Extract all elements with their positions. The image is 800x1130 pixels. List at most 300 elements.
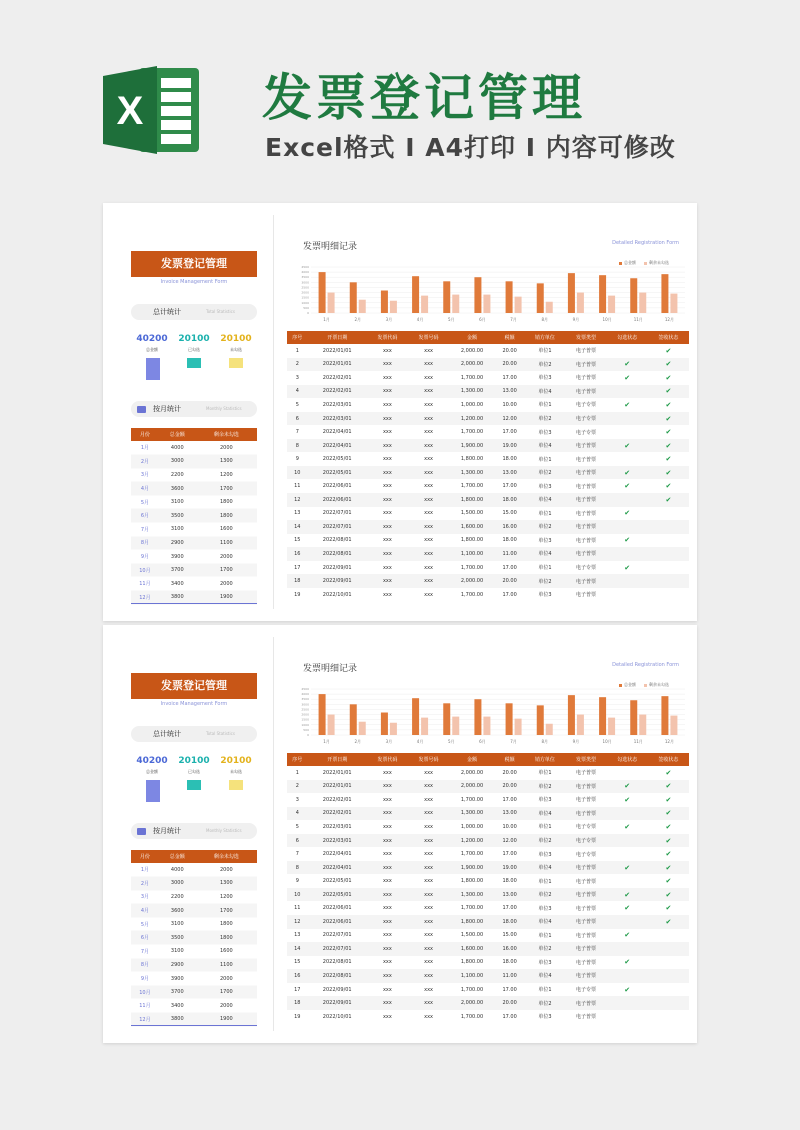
check-icon — [648, 983, 689, 997]
bar-remaining — [421, 296, 428, 313]
detail-cell: 1,700.00 — [460, 591, 484, 598]
detail-table-row — [287, 820, 689, 834]
detail-cell: 12 — [287, 915, 308, 929]
detail-table-row — [287, 358, 689, 372]
x-tick-label: 12月 — [664, 317, 674, 322]
detail-cell: xxx — [424, 1013, 433, 1020]
check-icon: ✔ — [648, 466, 689, 480]
detail-cell: 17.00 — [502, 429, 517, 436]
check-icon — [607, 452, 648, 466]
detail-cell: 2022/02/01 — [308, 385, 367, 399]
excel-logo-icon — [103, 62, 203, 158]
x-tick-label: 11月 — [633, 317, 643, 322]
check-icon: ✔ — [665, 428, 672, 437]
check-icon: ✔ — [665, 768, 672, 777]
monthly-table-row — [131, 441, 257, 455]
detail-cell: 电子普票 — [565, 574, 606, 588]
monthly-cell: 1700 — [196, 482, 257, 496]
detail-table-row — [287, 834, 689, 848]
detail-cell: xxx — [424, 851, 433, 858]
detail-cell: 电子普票 — [576, 537, 597, 544]
detail-table-row — [287, 807, 689, 821]
page-title: 发票登记管理 — [262, 69, 586, 127]
bar-total — [537, 705, 544, 735]
monthly-cell: 9月 — [131, 550, 159, 564]
detail-cell: 单位3 — [538, 483, 552, 490]
detail-cell: xxx — [367, 385, 408, 399]
bar-remaining — [328, 293, 335, 313]
detail-cell: 6 — [287, 834, 308, 848]
check-icon: ✔ — [648, 439, 689, 453]
detail-header-cell: 税额 — [495, 331, 524, 344]
bar-remaining — [515, 297, 522, 313]
y-tick-label: 1000 — [301, 300, 309, 305]
detail-cell: xxx — [382, 796, 392, 803]
check-icon: ✔ — [648, 385, 689, 399]
check-icon: ✔ — [624, 958, 631, 967]
monthly-cell: 6月 — [131, 931, 159, 945]
check-icon — [648, 1010, 689, 1024]
detail-header-cell: 签收状态 — [648, 753, 689, 766]
detail-table-row — [287, 547, 689, 561]
detail-cell: 2022/02/01 — [322, 374, 352, 381]
check-icon — [607, 574, 648, 588]
y-tick-label: 1500 — [301, 295, 309, 300]
stat-bar-total — [146, 780, 160, 802]
check-icon: ✔ — [648, 412, 689, 426]
monthly-cell: 2000 — [196, 441, 257, 455]
monthly-cell: 3400 — [159, 577, 196, 591]
detail-cell: 1,100.00 — [449, 547, 495, 561]
monthly-table-row — [131, 523, 257, 537]
monthly-cell: 1300 — [196, 455, 257, 469]
detail-cell: 电子专票 — [576, 824, 597, 831]
monthly-table-row — [131, 536, 257, 550]
check-icon — [648, 574, 689, 588]
monthly-cell: 12月 — [131, 591, 159, 605]
detail-cell: xxx — [408, 385, 449, 399]
detail-table-row — [287, 574, 689, 588]
check-icon: ✔ — [607, 780, 648, 794]
detail-cell: 电子普票 — [576, 1014, 597, 1021]
detail-cell: xxx — [408, 412, 449, 426]
monthly-table-row — [131, 945, 257, 959]
detail-cell: 9 — [295, 878, 299, 885]
detail-cell: 11.00 — [495, 547, 524, 561]
x-tick-label: 9月 — [572, 739, 580, 744]
detail-cell: xxx — [424, 510, 433, 517]
y-tick-label: 2500 — [301, 707, 309, 712]
detail-cell: 单位2 — [524, 466, 565, 480]
check-icon — [648, 520, 689, 534]
detail-table-row — [287, 425, 689, 439]
detail-cell: xxx — [408, 439, 449, 453]
detail-cell: xxx — [367, 996, 408, 1010]
detail-cell: 2022/08/01 — [322, 537, 352, 544]
monthly-table-row — [131, 577, 257, 591]
monthly-table-row — [131, 482, 257, 496]
detail-cell: xxx — [382, 401, 392, 408]
detail-cell: 1,500.00 — [460, 510, 484, 517]
detail-cell: 2022/10/01 — [322, 1013, 352, 1020]
x-tick-label: 6月 — [479, 739, 486, 744]
sheet-page-1 — [103, 203, 697, 621]
monthly-cell: 2000 — [196, 972, 257, 986]
x-tick-label: 2月 — [354, 739, 362, 744]
check-icon — [648, 547, 689, 561]
monthly-cell: 1300 — [196, 877, 257, 891]
detail-header-cell: 发票类型 — [565, 753, 606, 766]
detail-cell: xxx — [424, 796, 433, 803]
detail-cell: xxx — [367, 547, 408, 561]
stat-bar-total — [146, 358, 160, 380]
check-icon — [607, 547, 648, 561]
monthly-cell: 3500 — [159, 509, 196, 523]
detail-cell: 单位4 — [524, 493, 565, 507]
monthly-cell: 3月 — [131, 890, 159, 904]
check-icon — [648, 507, 689, 521]
detail-cell: 2,000.00 — [460, 769, 484, 776]
monthly-table-row — [131, 468, 257, 482]
detail-cell: 2022/07/01 — [308, 942, 367, 956]
detail-table — [287, 753, 689, 1023]
detail-cell: 20.00 — [495, 358, 524, 372]
check-icon: ✔ — [665, 877, 672, 886]
monthly-table-row — [131, 972, 257, 986]
detail-cell: 单位4 — [524, 915, 565, 929]
monthly-statistics-label-en: Monthly Statistics — [206, 828, 242, 833]
y-tick-label: 1000 — [301, 722, 309, 727]
detail-cell: 单位3 — [538, 959, 552, 966]
detail-cell: 17.00 — [502, 564, 517, 571]
detail-cell: 电子普票 — [565, 888, 606, 902]
detail-cell: xxx — [424, 564, 433, 571]
y-tick-label: 2000 — [301, 712, 309, 717]
detail-table-row — [287, 452, 689, 466]
bar-total — [630, 700, 637, 735]
detail-cell: 2 — [287, 358, 308, 372]
monthly-cell: 2000 — [196, 863, 257, 877]
x-tick-label: 1月 — [323, 317, 330, 322]
check-icon: ✔ — [624, 482, 631, 491]
detail-cell: 电子普票 — [565, 547, 606, 561]
detail-cell: 1,300.00 — [449, 466, 495, 480]
detail-cell: xxx — [382, 769, 392, 776]
monthly-cell: 1600 — [196, 945, 257, 959]
detail-cell: 13 — [294, 510, 301, 517]
bar-remaining — [452, 295, 459, 313]
bar-remaining — [421, 718, 428, 735]
detail-cell: 1,800.00 — [460, 878, 484, 885]
detail-table-row — [287, 888, 689, 902]
detail-cell: xxx — [382, 456, 392, 463]
management-subtitle: Invoice Management Form — [160, 701, 228, 707]
detail-cell: 电子专票 — [565, 412, 606, 426]
bar-remaining — [608, 296, 615, 313]
bar-total — [474, 699, 481, 735]
detail-cell: xxx — [382, 823, 392, 830]
detail-cell: 13.00 — [495, 385, 524, 399]
stat-checked: 20100 已勾选 — [178, 334, 210, 352]
monthly-cell: 3600 — [159, 482, 196, 496]
detail-cell: 17.00 — [502, 986, 517, 993]
detail-cell: 电子专票 — [576, 987, 597, 994]
detail-cell: 18.00 — [502, 878, 517, 885]
bar-chart — [297, 685, 689, 745]
detail-table-row — [287, 466, 689, 480]
detail-cell: xxx — [367, 439, 408, 453]
y-tick-label: 3500 — [301, 697, 309, 702]
monthly-cell: 4月 — [131, 482, 159, 496]
detail-cell: xxx — [424, 769, 433, 776]
detail-cell: 电子普票 — [576, 770, 597, 777]
check-icon — [607, 385, 648, 399]
monthly-table-row — [131, 455, 257, 469]
check-icon — [648, 929, 689, 943]
check-icon: ✔ — [624, 931, 631, 940]
monthly-cell: 1月 — [131, 863, 159, 877]
y-tick-label: 0 — [307, 311, 309, 315]
detail-cell: 18.00 — [495, 493, 524, 507]
y-tick-label: 3000 — [301, 280, 309, 285]
detail-cell: xxx — [408, 915, 449, 929]
x-tick-label: 5月 — [447, 317, 455, 322]
detail-cell: 13.00 — [495, 807, 524, 821]
monthly-cell: 2月 — [131, 877, 159, 891]
detail-cell: 12.00 — [495, 834, 524, 848]
detail-cell: 电子普票 — [576, 592, 597, 599]
detail-cell: 单位2 — [524, 780, 565, 794]
monthly-cell: 1月 — [131, 441, 159, 455]
bar-remaining — [639, 715, 646, 735]
bar-total — [568, 695, 575, 735]
detail-cell: xxx — [408, 861, 449, 875]
detail-cell: 17.00 — [502, 905, 517, 912]
total-statistics-pill — [131, 726, 257, 742]
detail-cell: 18.00 — [502, 959, 517, 966]
detail-cell: 电子普票 — [565, 861, 606, 875]
detail-cell: 18.00 — [502, 456, 517, 463]
detail-cell: 1,800.00 — [449, 493, 495, 507]
detail-cell: 2022/08/01 — [308, 969, 367, 983]
monthly-table-row — [131, 863, 257, 877]
detail-cell: 1,200.00 — [449, 412, 495, 426]
check-icon: ✔ — [624, 536, 631, 545]
check-icon — [607, 834, 648, 848]
detail-cell: 电子普票 — [565, 493, 606, 507]
detail-cell: 18 — [287, 574, 308, 588]
detail-cell: 15 — [294, 537, 301, 544]
detail-cell: xxx — [382, 347, 392, 354]
detail-cell: 1,000.00 — [460, 401, 484, 408]
monthly-cell: 2月 — [131, 455, 159, 469]
check-icon: ✔ — [648, 807, 689, 821]
detail-cell: 单位1 — [538, 824, 552, 831]
monthly-stats-icon — [137, 828, 146, 835]
detail-cell: 11 — [294, 483, 301, 490]
detail-table-row — [287, 561, 689, 575]
monthly-table-row — [131, 931, 257, 945]
detail-header-cell: 销方单位 — [524, 753, 565, 766]
detail-table-row — [287, 588, 689, 602]
detail-cell: xxx — [382, 905, 392, 912]
bar-total — [381, 291, 388, 313]
bar-chart — [297, 263, 689, 323]
detail-cell: 电子普票 — [565, 969, 606, 983]
monthly-table-row — [131, 917, 257, 931]
detail-cell: xxx — [367, 969, 408, 983]
x-tick-label: 8月 — [541, 317, 549, 322]
detail-cell: 15 — [294, 959, 301, 966]
monthly-cell: 2000 — [196, 577, 257, 591]
monthly-cell: 3400 — [159, 999, 196, 1013]
check-icon: ✔ — [607, 466, 648, 480]
check-icon — [607, 1010, 648, 1024]
total-statistics-label: 总计统计 — [153, 308, 181, 316]
check-icon: ✔ — [624, 509, 631, 518]
detail-cell: 2022/09/01 — [308, 996, 367, 1010]
detail-cell: 单位4 — [524, 547, 565, 561]
detail-cell: 1,300.00 — [449, 385, 495, 399]
detail-cell: 1,500.00 — [460, 932, 484, 939]
monthly-table-row — [131, 509, 257, 523]
detail-cell: 16.00 — [495, 520, 524, 534]
detail-cell: 电子普票 — [565, 385, 606, 399]
monthly-cell: 3700 — [159, 563, 196, 577]
detail-header-cell: 金额 — [449, 331, 495, 344]
monthly-table-row — [131, 890, 257, 904]
detail-cell: 1,700.00 — [460, 429, 484, 436]
total-statistics-label-en: Total Statistics — [206, 309, 235, 314]
detail-cell: 单位3 — [538, 429, 552, 436]
monthly-cell: 4月 — [131, 904, 159, 918]
monthly-cell: 1100 — [196, 536, 257, 550]
detail-cell: 7 — [295, 429, 299, 436]
monthly-cell: 1900 — [196, 591, 257, 605]
detail-cell: 单位2 — [524, 520, 565, 534]
detail-cell: 单位1 — [538, 510, 552, 517]
bar-remaining — [546, 302, 553, 313]
detail-cell: 电子普票 — [565, 780, 606, 794]
detail-header-cell: 开票日期 — [308, 753, 367, 766]
check-icon — [607, 344, 648, 358]
monthly-cell: 3100 — [159, 495, 196, 509]
detail-cell: xxx — [408, 493, 449, 507]
detail-cell: 1,700.00 — [460, 851, 484, 858]
monthly-table — [131, 428, 257, 605]
detail-cell: 10 — [287, 888, 308, 902]
detail-cell: 2022/04/01 — [308, 439, 367, 453]
detail-cell: 单位4 — [524, 385, 565, 399]
x-tick-label: 4月 — [416, 317, 424, 322]
monthly-table-row — [131, 563, 257, 577]
check-icon: ✔ — [648, 358, 689, 372]
column-divider — [273, 215, 274, 609]
monthly-table-row — [131, 550, 257, 564]
detail-table-row — [287, 780, 689, 794]
monthly-cell: 3600 — [159, 904, 196, 918]
detail-cell: xxx — [367, 915, 408, 929]
check-icon — [607, 588, 648, 602]
stat-bar-checked — [187, 780, 201, 790]
detail-cell: 19 — [294, 1013, 301, 1020]
detail-cell: 5 — [295, 401, 299, 408]
detail-cell: 电子普票 — [576, 905, 597, 912]
check-icon — [648, 956, 689, 970]
bar-total — [568, 273, 575, 313]
detail-cell: xxx — [424, 456, 433, 463]
detail-cell: 单位1 — [538, 456, 552, 463]
monthly-table-row — [131, 958, 257, 972]
x-tick-label: 1月 — [323, 739, 330, 744]
detail-cell: xxx — [382, 374, 392, 381]
bar-remaining — [577, 715, 584, 735]
detail-cell: 单位2 — [524, 358, 565, 372]
bar-remaining — [577, 293, 584, 313]
monthly-table-row — [131, 495, 257, 509]
detail-cell: 20.00 — [495, 780, 524, 794]
check-icon: ✔ — [665, 346, 672, 355]
detail-table-row — [287, 983, 689, 997]
detail-cell: 2 — [287, 780, 308, 794]
detail-cell: 20.00 — [495, 574, 524, 588]
detail-header-cell: 销方单位 — [524, 331, 565, 344]
detail-cell: 1,700.00 — [460, 1013, 484, 1020]
x-tick-label: 10月 — [602, 317, 612, 322]
detail-cell: 6 — [287, 412, 308, 426]
detail-cell: xxx — [367, 807, 408, 821]
monthly-cell: 1200 — [196, 890, 257, 904]
detail-cell: xxx — [424, 932, 433, 939]
detail-cell: 2022/01/01 — [308, 358, 367, 372]
bar-total — [506, 703, 513, 735]
check-icon: ✔ — [665, 400, 672, 409]
monthly-cell: 1700 — [196, 563, 257, 577]
check-icon — [607, 520, 648, 534]
detail-cell: 2022/07/01 — [322, 510, 352, 517]
detail-cell: 1,600.00 — [449, 942, 495, 956]
management-subtitle: Invoice Management Form — [160, 279, 228, 285]
detail-header-cell: 签收状态 — [648, 331, 689, 344]
detail-cell: 1,700.00 — [460, 564, 484, 571]
detail-cell: xxx — [408, 834, 449, 848]
monthly-cell: 5月 — [131, 917, 159, 931]
detail-cell: xxx — [382, 878, 392, 885]
detail-cell: 2022/05/01 — [322, 878, 352, 885]
monthly-cell: 3000 — [159, 455, 196, 469]
detail-cell: 13.00 — [495, 466, 524, 480]
detail-table-row — [287, 766, 689, 780]
detail-cell: xxx — [424, 347, 433, 354]
detail-cell: xxx — [424, 591, 433, 598]
monthly-table-row — [131, 999, 257, 1013]
bar-total — [630, 278, 637, 313]
detail-cell: 单位2 — [524, 412, 565, 426]
detail-cell: xxx — [367, 861, 408, 875]
detail-cell: 电子普票 — [565, 942, 606, 956]
monthly-cell: 11月 — [131, 577, 159, 591]
bar-total — [412, 698, 419, 735]
monthly-cell: 1800 — [196, 495, 257, 509]
detail-table-row — [287, 534, 689, 548]
detail-table-row — [287, 493, 689, 507]
detail-cell: xxx — [424, 986, 433, 993]
detail-cell: 10.00 — [502, 823, 517, 830]
monthly-statistics-label: 按月统计 — [153, 827, 181, 835]
x-tick-label: 6月 — [479, 317, 486, 322]
detail-table-row — [287, 520, 689, 534]
detail-cell: 2022/01/01 — [308, 780, 367, 794]
